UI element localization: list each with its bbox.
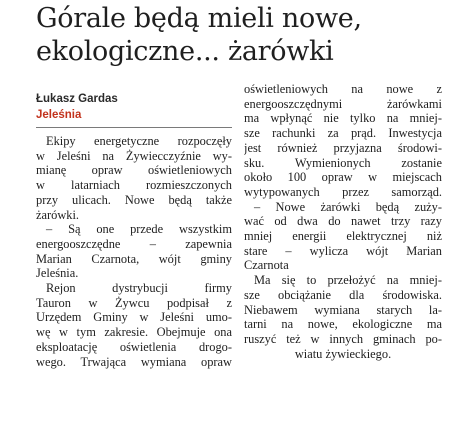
text-line: mianę opraw oświetleniowych bbox=[36, 163, 232, 178]
text-line: ruszyć też w innych gminach po- bbox=[244, 331, 442, 346]
text-line: mniej energii elektrycznej niż bbox=[244, 229, 442, 244]
byline-divider bbox=[36, 127, 232, 128]
text-line: Jeleśnia. bbox=[36, 266, 79, 281]
headline bbox=[36, 2, 466, 68]
text-line: sku. Wymienionych zostanie bbox=[244, 155, 442, 170]
text-line: wytypowanych przez samorząd. bbox=[244, 184, 442, 199]
text-line: sze rachunki za prąd. Inwestycja bbox=[244, 126, 442, 141]
text-line: żarówki. bbox=[36, 207, 80, 222]
text-line: energooszczędnymi żarówkami bbox=[244, 96, 442, 111]
text-line: Ekipy energetyczne rozpoczęły bbox=[46, 134, 232, 148]
text-line: – Nowe żarówki będą zuży- bbox=[254, 199, 442, 214]
text-line: około 100 opraw w miejscach bbox=[244, 170, 442, 185]
text-line: oświetleniowych na nowe z bbox=[244, 82, 442, 96]
location-label: Jeleśnia bbox=[36, 109, 82, 121]
text-line: Tauron w Żywcu podpisał z bbox=[36, 295, 232, 310]
article-column-right bbox=[244, 82, 442, 361]
text-line: eksploatację oświetlenia drogo- bbox=[36, 339, 232, 354]
text-line: wego. Trwająca wymiana opraw bbox=[36, 354, 232, 369]
text-line: Urzędem Gminy w Jeleśni umo- bbox=[36, 310, 232, 325]
text-line: – Są one przede wszystkim bbox=[46, 222, 232, 237]
text-line: przy ulicach. Nowe będą także bbox=[36, 192, 232, 207]
text-line: ma wpłynąć nie tylko na mniej- bbox=[244, 111, 442, 126]
article-column-left bbox=[36, 134, 232, 369]
text-line: Niebawem wymiana starych la- bbox=[244, 302, 442, 317]
text-line: stare – wylicza wójt Marian bbox=[244, 243, 442, 258]
text-line: sze obciążanie dla środowiska. bbox=[244, 287, 442, 302]
text-line: wę w tym zakresie. Obejmuje ona bbox=[36, 325, 232, 340]
text-line: Rejon dystrybucji firmy bbox=[46, 281, 232, 296]
text-line: wać od dwa do nawet trzy razy bbox=[244, 214, 442, 229]
text-line: Ma się to przełożyć na mniej- bbox=[254, 273, 442, 288]
text-line: Czarnota bbox=[244, 258, 289, 273]
headline-line: Górale będą mieli nowe, bbox=[36, 3, 362, 34]
author-byline: Łukasz Gardas bbox=[36, 93, 118, 105]
text-line: energooszczędne – zapewnia bbox=[36, 236, 232, 251]
text-line: jest również przyjazna środowi- bbox=[244, 140, 442, 155]
text-line: w Jeleśni na Żywiecczyźnie wy- bbox=[36, 148, 232, 163]
text-line: Marian Czarnota, wójt gminy bbox=[36, 251, 232, 266]
headline-line: ekologiczne... żarówki bbox=[36, 36, 334, 67]
text-line: w latarniach rozmieszczonych bbox=[36, 178, 232, 193]
text-line: tarni na nowe, ekologiczne ma bbox=[244, 317, 442, 332]
text-line: wiatu żywieckiego. bbox=[294, 346, 392, 361]
